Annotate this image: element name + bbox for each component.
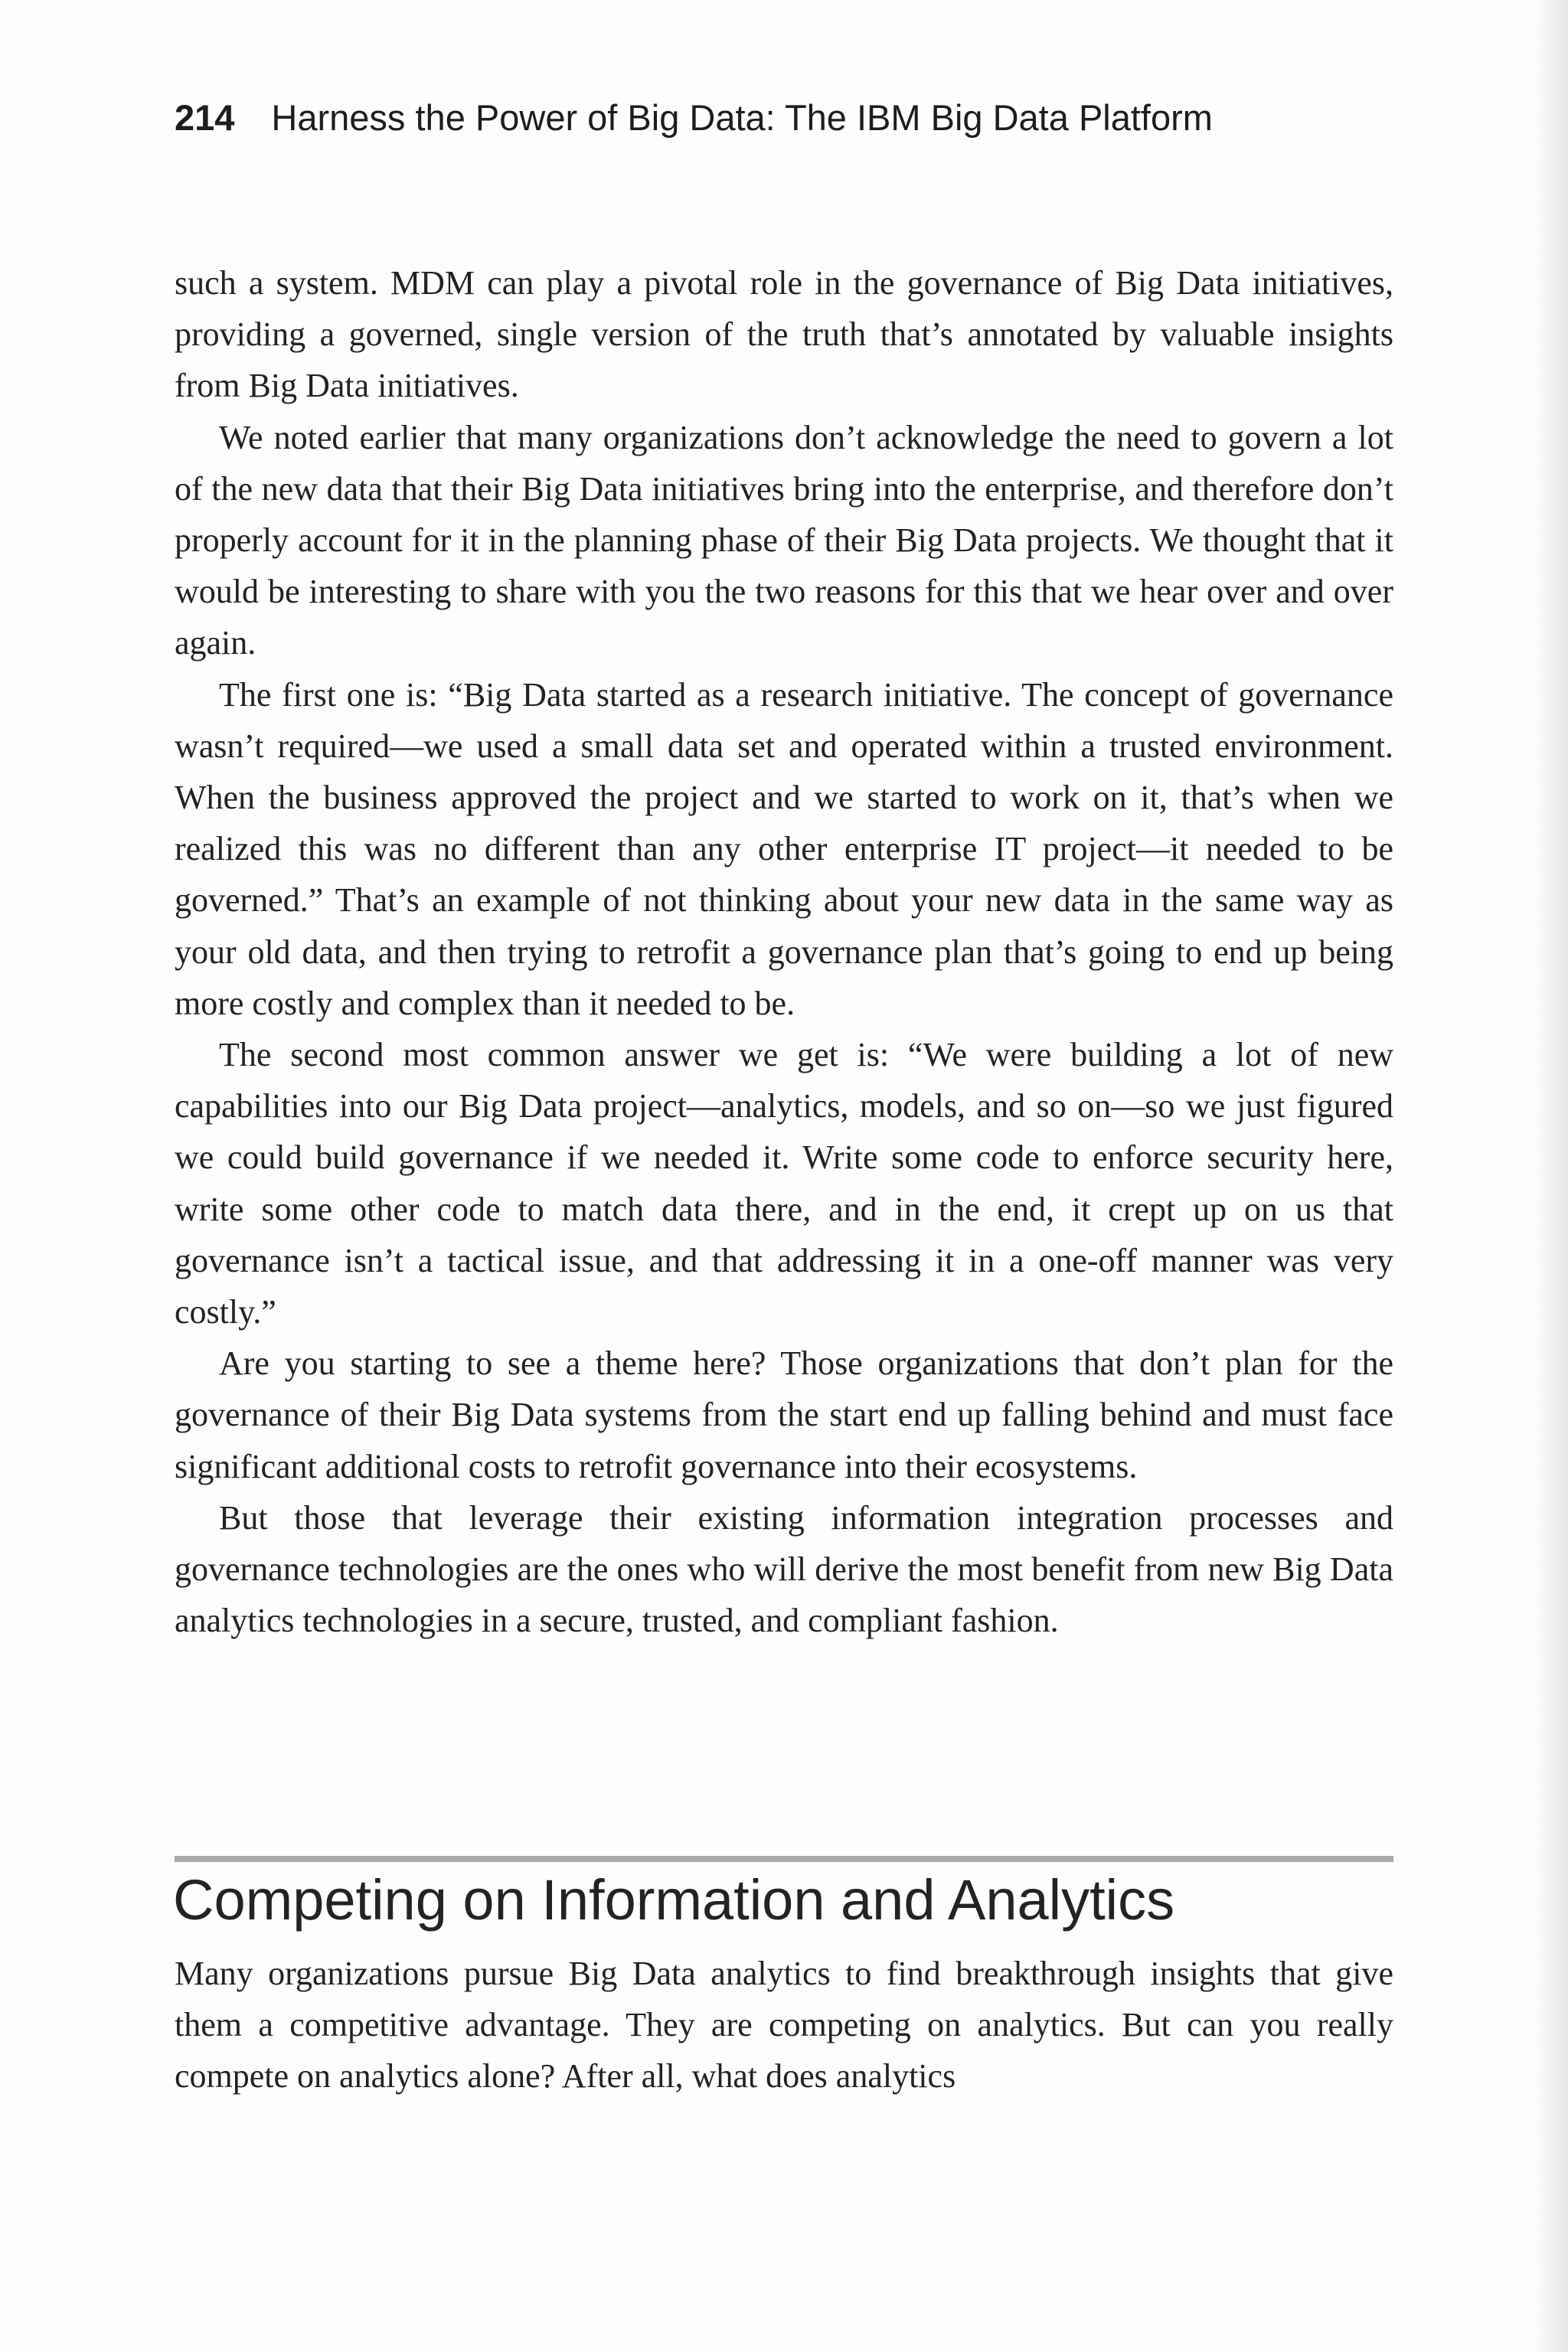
body-text (175, 257, 1393, 1646)
page-edge-shadow (1534, 0, 1568, 2352)
running-header (175, 96, 1400, 150)
section-heading: Competing on Information and Analytics (173, 1868, 1175, 1932)
running-title: Harness the Power of Big Data: The IBM Big Data Platform (271, 97, 1213, 138)
paragraph: Many organizations pursue Big Data analytics to find breakthrough insights that give them a competitive advantage. They are competing on analytics. But can you really compete on analytics alone? After all, what does analytics (175, 1955, 1393, 2096)
paragraph: The first one is: “Big Data started as a research initiative. The concept of governance wasn’t required—we used a small data set and operated within a trusted environment. When the business approved the project and we started to work on it, that’s when we realized this was no different than any other enterprise IT project—it needed to be governed.” That’s an example of not thinking about your new data in the same way as your old data, and then trying to retrofit a governance plan that’s going to end up being more costly and complex than it needed to be. (175, 675, 1393, 1022)
paragraph: But those that leverage their existing information integration processes and governance technologies are the ones who will derive the most benefit from new Big Data analytics technologies in a secure, trusted, and compliant fashion. (175, 1498, 1393, 1640)
section-body-text (175, 1948, 1393, 2102)
paragraph: We noted earlier that many organizations don’t acknowledge the need to govern a lot of the new data that their Big Data initiatives bring into the enterprise, and therefore don’t properly account for it in the planning phase of their Big Data projects. We thought that it would be interesting to share with you the two reasons for this that we hear over and over again. (175, 418, 1393, 662)
paragraph: The second most common answer we get is: “We were building a lot of new capabilities into our Big Data project—analytics, models, and so on—so we just figured we could build governance if we needed it. Write some code to enforce security here, write some other code to match data there, and in the end, it crept up on us that governance isn’t a tactical issue, and that addressing it in a one-off manner was very costly.” (175, 1036, 1393, 1331)
page-number: 214 (175, 97, 235, 138)
paragraph-continuation: such a system. MDM can play a pivotal role in the governance of Big Data initiatives, providing a governed, single version of the truth that’s annotated by valuable insights from Big Data initiatives. (175, 264, 1393, 405)
section-divider (175, 1856, 1393, 1862)
paragraph: Are you starting to see a theme here? Those organizations that don’t plan for the governance of their Big Data systems from the start end up falling behind and must face significant additional costs to retrofit governance into their ecosystems. (175, 1344, 1393, 1485)
